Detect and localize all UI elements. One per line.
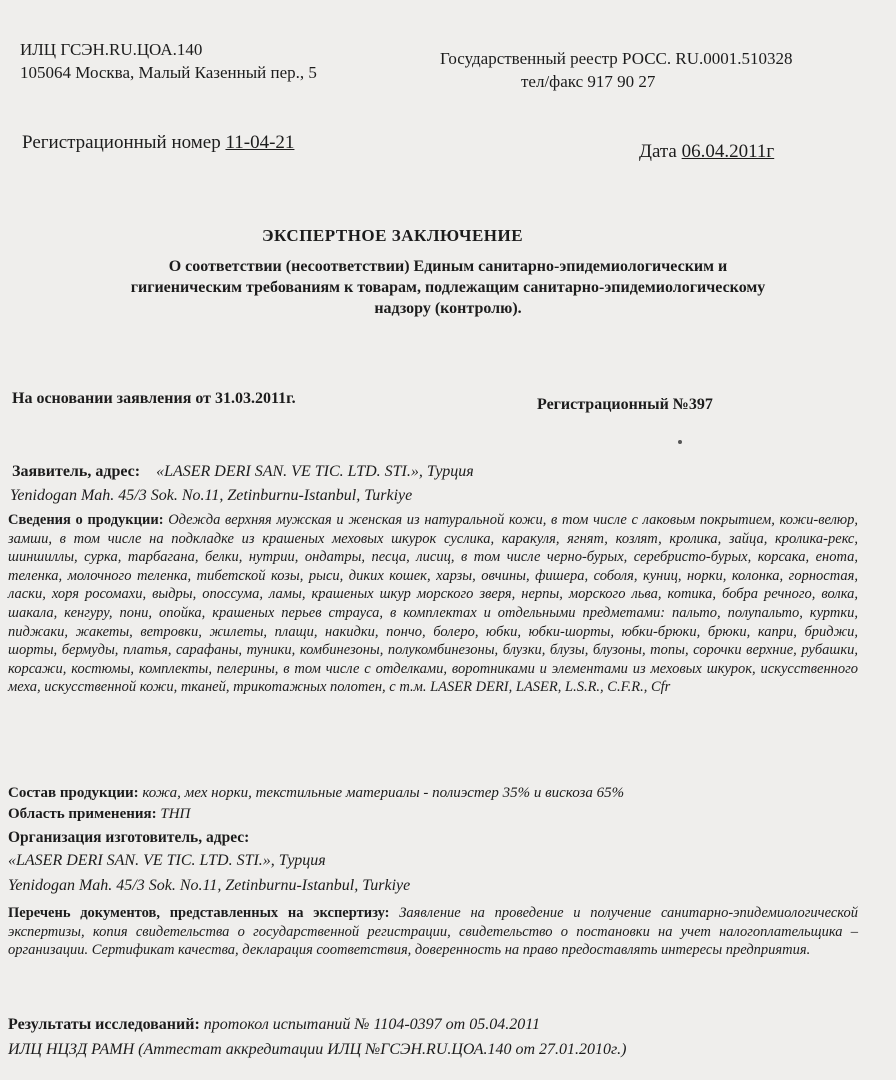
date-row	[639, 141, 774, 163]
document-title: ЭКСПЕРТНОЕ ЗАКЛЮЧЕНИЕ	[262, 226, 524, 245]
title-subtitle-line2: гигиеническим требованиям к товарам, подлежащим санитарно-эпидемиологическому	[130, 279, 766, 296]
title-subtitle	[0, 256, 896, 319]
org-code: ИЛЦ ГСЭН.RU.ЦОА.140	[20, 40, 203, 59]
results-lab: ИЛЦ НЦЗД РАМН (Аттестат аккредитации ИЛЦ №ГСЭН.RU.ЦОА.140 от 27.01.2010г.)	[8, 1041, 627, 1058]
composition-label: Состав продукции:	[8, 785, 139, 801]
title-subtitle-line3: надзору (контролю).	[374, 300, 522, 317]
date-label: Дата	[639, 141, 677, 162]
registration-number-value: 11-04-21	[225, 132, 295, 153]
product-info-label: Сведения о продукции:	[8, 512, 164, 528]
title-subtitle-line1: О соответствии (несоответствии) Единым санитарно-эпидемиологическим и	[168, 258, 728, 275]
manufacturer-address: Yenidogan Mah. 45/3 Sok. No.11, Zetinburnu-Istanbul, Turkiye	[8, 877, 411, 894]
ink-dot	[678, 440, 682, 444]
scope-row	[8, 806, 190, 823]
scope-label: Область применения:	[8, 806, 157, 822]
applicant-address: Yenidogan Mah. 45/3 Sok. No.11, Zetinburnu-Istanbul, Turkiye	[10, 487, 413, 504]
documents-list	[8, 904, 858, 960]
applicant-row	[12, 463, 474, 481]
documents-label: Перечень документов, представленных на экспертизу:	[8, 905, 390, 921]
composition-text: кожа, мех норки, текстильные материалы - полиэстер 35% и вискоза 65%	[142, 785, 625, 801]
applicant-label: Заявитель, адрес:	[12, 463, 141, 480]
product-info-text: Одежда верхняя мужская и женская из натуральной кожи, в том числе с лаковым покрытием, кожи-велюр, замши, в том числе на подкладке из крашеных меховых шкурок суслика, каракуля, ягнят, козлят, кролика, зайца, кролика-рекс, шиншиллы, сурка, тарбагана, белки, нутрии, ондатры, песца, лисиц, в том числе черно-бурых, серебристо-бурых, корсака, енота, теленка, молочного теленка, тибетской козы, рыси, диких кошек, харзы, овчины, фишера, соболя, куниц, норки, колонка, горностая, ласки, хоря росомахи, выдры, опоссума, ламы, крашеных шкур морского зверя, нерпы, морского льва, котика, бобра речного, волка, шакала, кенгуру, пони, опойка, крашеных перьев страуса, в комплектах и отдельными предметами: пальто, полупальто, куртки, пиджаки, жакеты, ветровки, жилеты, плащи, накидки, пончо, болеро, юбки, юбки-шорты, юбки-брюки, брюки, капри, бриджи, шорты, бермуды, платья, сарафаны, туники, комбинезоны, полукомбинезоны, блузки, блузы, блузоны, топы, сорочки верхние, рубашки, корсажи, костюмы, комплекты, пелерины, в том числе с отделками, воротниками и элементами из меховых шкурок, искусственного меха, искусственной кожи, тканей, трикотажных полотен, с т.м. LASER DERI, LASER, L.S.R., C.F.R., Cfr	[8, 512, 858, 696]
date-value: 06.04.2011г	[681, 141, 775, 162]
application-reg-number: Регистрационный №397	[537, 396, 713, 413]
registry-number: Государственный реестр РОСС. RU.0001.510328	[440, 49, 793, 68]
application-basis: На основании заявления от 31.03.2011г.	[12, 390, 296, 407]
registration-number-row	[22, 132, 294, 154]
product-info	[8, 511, 858, 697]
results-protocol: протокол испытаний № 1104-0397 от 05.04.2011	[203, 1016, 541, 1033]
scope-text: ТНП	[160, 806, 191, 822]
manufacturer-name: «LASER DERI SAN. VE TIC. LTD. STI.», Турция	[8, 852, 326, 869]
phone-fax: тел/факс 917 90 27	[521, 72, 656, 91]
org-address: 105064 Москва, Малый Казенный пер., 5	[20, 63, 317, 82]
composition-row	[8, 785, 624, 802]
applicant-name: «LASER DERI SAN. VE TIC. LTD. STI.», Турция	[156, 463, 474, 480]
results-label: Результаты исследований:	[8, 1016, 200, 1033]
results-row	[8, 1016, 540, 1034]
documents-text: Заявление на проведение и получение санитарно-эпидемиологической экспертизы, копия свидетельства о государственной регистрации, свидетельство о постановки на учет налогоплательщика – организации. Сертификат качества, декларация соответствия, доверенность на право предоставлять интересы предприятия.	[8, 905, 859, 959]
manufacturer-label: Организация изготовитель, адрес:	[8, 829, 250, 846]
registration-number-label: Регистрационный номер	[22, 132, 221, 153]
